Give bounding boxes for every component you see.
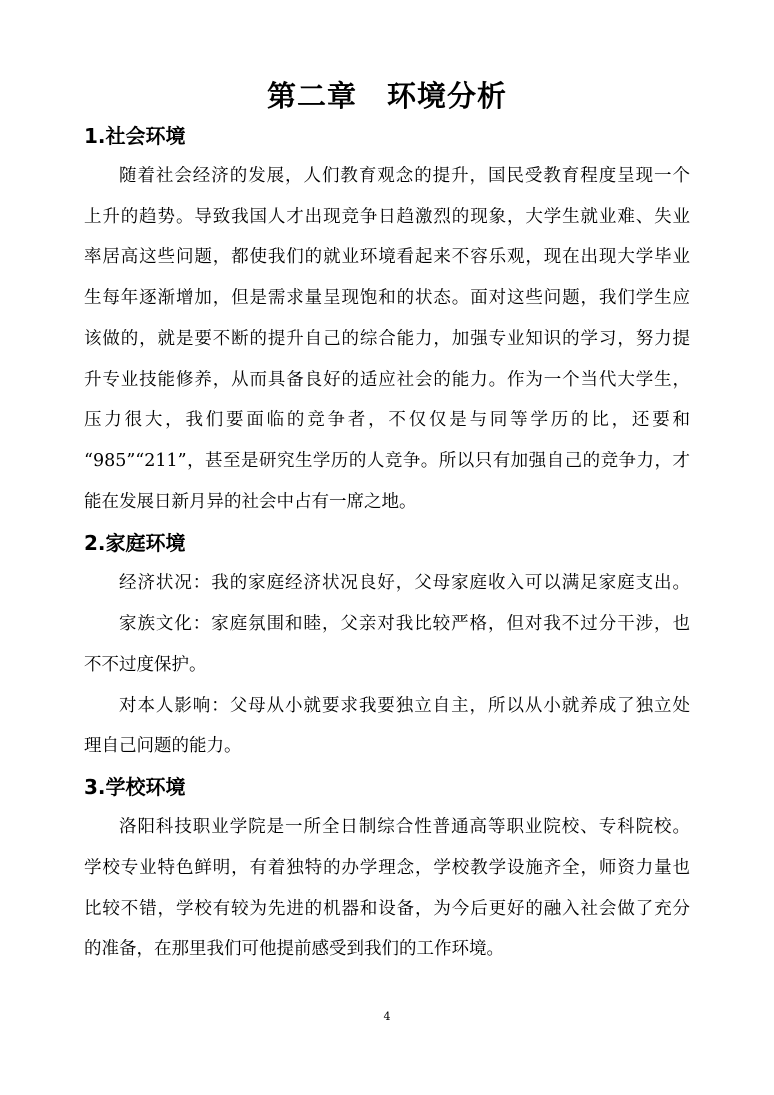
section-heading-school: 3.学校环境: [84, 775, 186, 799]
paragraph-line: 的准备，在那里我们可他提前感受到我们的工作环境。: [84, 939, 504, 959]
paragraph-line: 能在发展日新月异的社会中占有一席之地。: [84, 492, 417, 512]
paragraph-line: 经济状况：我的家庭经济状况良好，父母家庭收入可以满足家庭支出。: [119, 573, 690, 593]
paragraph-line: 该做的，就是要不断的提升自己的综合能力，加强专业知识的学习，努力提: [84, 329, 690, 349]
paragraph-line: “985”“211”，甚至是研究生学历的人竞争。所以只有加强自己的竞争力，才: [84, 451, 690, 471]
section-heading-social: 1.社会环境: [84, 124, 186, 148]
paragraph-line: 升专业技能修养，从而具备良好的适应社会的能力。作为一个当代大学生，: [84, 370, 690, 390]
paragraph-line: 洛阳科技职业学院是一所全日制综合性普通高等职业院校、专科院校。: [119, 817, 690, 837]
section-heading-family: 2.家庭环境: [84, 531, 186, 555]
page-number: 4: [383, 1010, 391, 1023]
paragraph-line: 理自己问题的能力。: [84, 736, 242, 756]
paragraph-line: 生每年逐渐增加，但是需求量呈现饱和的状态。面对这些问题，我们学生应: [84, 288, 690, 308]
paragraph-line: 压力很大，我们要面临的竞争者，不仅仅是与同等学历的比，还要和: [84, 410, 690, 430]
paragraph-line: 不不过度保护。: [84, 655, 207, 675]
paragraph-line: 随着社会经济的发展，人们教育观念的提升，国民受教育程度呈现一个: [119, 166, 690, 186]
paragraph-line: 比较不错，学校有较为先进的机器和设备，为今后更好的融入社会做了充分: [84, 899, 690, 919]
chapter-title: 第二章 环境分析: [266, 79, 507, 113]
paragraph-line: 上升的趋势。导致我国人才出现竞争日趋激烈的现象，大学生就业难、失业: [84, 207, 690, 227]
paragraph-line: 学校专业特色鲜明，有着独特的办学理念，学校教学设施齐全，师资力量也: [84, 858, 690, 878]
paragraph-line: 对本人影响：父母从小就要求我要独立自主，所以从小就养成了独立处: [119, 696, 690, 716]
paragraph-line: 率居高这些问题，都使我们的就业环境看起来不容乐观，现在出现大学毕业: [84, 247, 690, 267]
paragraph-line: 家族文化：家庭氛围和睦，父亲对我比较严格，但对我不过分干涉，也: [119, 614, 690, 634]
